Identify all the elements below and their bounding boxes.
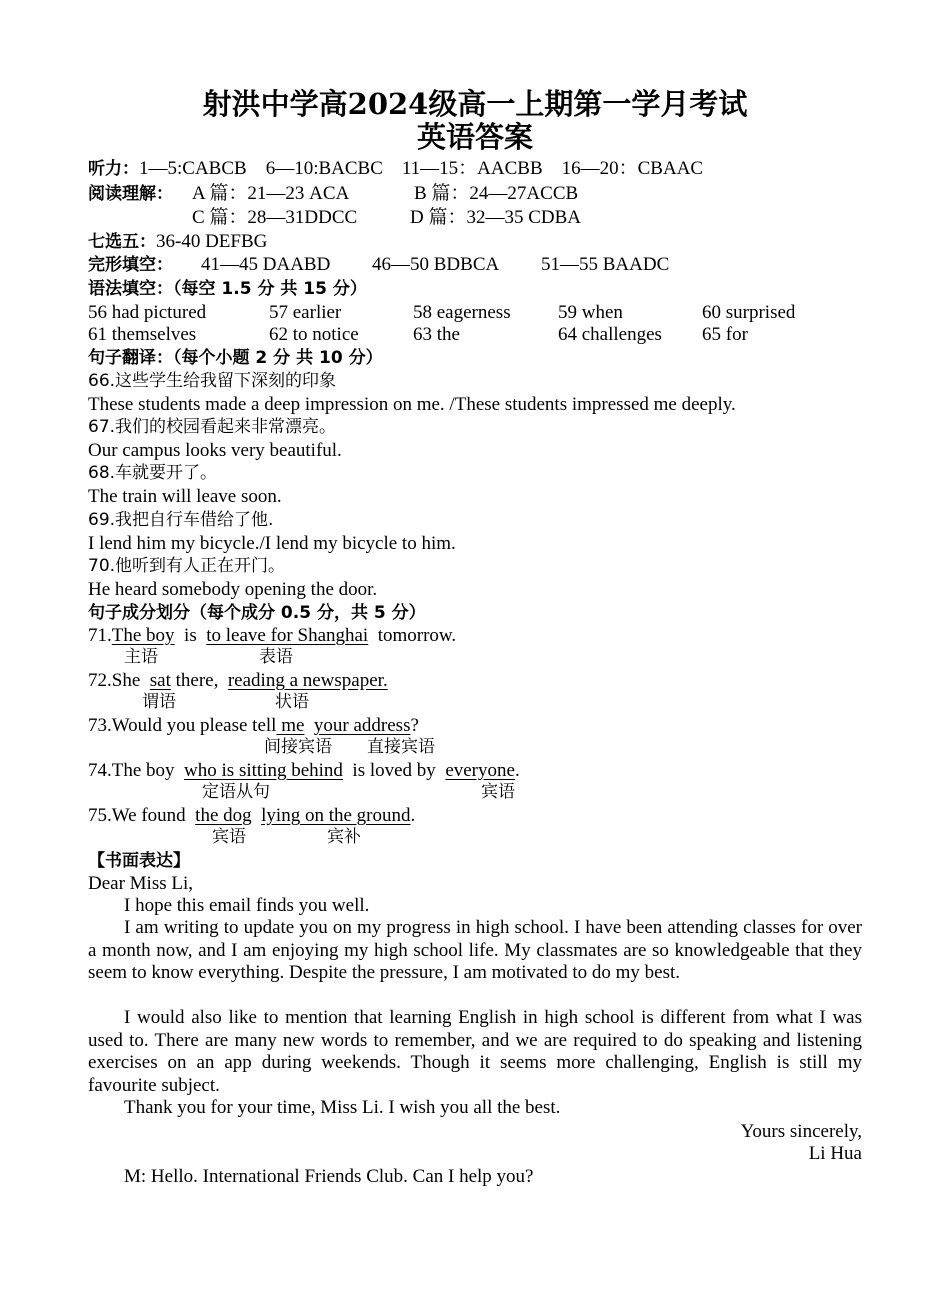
translation-section [88,346,383,370]
translation-chinese: 66.这些学生给我留下深刻的印象 [88,371,337,391]
verb-part: is [184,625,197,646]
grammar-answer: 60 surprised [702,302,796,323]
reading-c: C 篇：28—31DDCC [192,207,358,228]
reading-d: D 篇：32—35 CDBA [410,207,582,228]
grammar-answer: 59 when [558,302,623,323]
grammar-answer: 58 eagerness [413,302,511,323]
direct-object-part: your address [313,715,411,736]
cloze-label: 完形填空： [88,255,173,275]
grammar-answer: 64 challenges [558,324,662,345]
component-label: 谓语 [142,692,176,712]
grammar-answer: 56 had pictured [88,302,207,323]
sentence-73 [88,714,419,737]
listening-script-start: M: Hello. International Friends Club. Can I help you? [124,1166,534,1187]
sentence-74 [88,759,520,782]
translation-english: He heard somebody opening the door. [88,579,378,600]
cloze-section [88,253,173,277]
sentence-71 [88,624,456,647]
translation-english: I lend him my bicycle./I lend my bicycle to him. [88,533,456,554]
listening-answers: 1—5:CABCB 6—10:BACBC 11—15：AACBB 16—20：CBAAC [139,158,704,179]
predicate-part: sat [149,670,171,691]
letter-signature: Li Hua [808,1143,862,1164]
sentence-72 [88,669,388,692]
component-label: 表语 [259,647,293,667]
translation-chinese: 68.车就要开了。 [88,463,218,483]
component-label: 宾语 [481,782,515,802]
sentence-middle: there, [175,670,219,691]
sentence-end: ? [410,715,419,736]
subject-part: The boy [111,625,175,646]
letter-paragraph: I would also like to mention that learning English in high school is different from what I was used to. There are many new words to remember, and we are required to do speaking and listening exercises on an app during weekends. Though it seems more challenging, English is still my favourite subject. [88,1007,862,1096]
reading-b: B 篇：24—27ACCB [414,183,579,204]
listening-label: 听力： [88,159,139,179]
letter-paragraph: I hope this email finds you well. [124,895,370,916]
attributive-clause-part: who is sitting behind [184,760,343,781]
analysis-label: 句子成分划分（每个成分 0.5 分，共 5 分） [88,603,426,623]
translation-english: These students made a deep impression on me. /These students impressed me deeply. [88,394,736,415]
component-label: 间接宾语 [264,737,332,757]
object-complement-part: lying on the ground [261,805,411,826]
sentence-start: 75.We found [88,805,186,826]
component-label: 宾补 [327,827,361,847]
sentence-middle: is loved by [352,760,436,781]
translation-chinese: 67.我们的校园看起来非常漂亮。 [88,417,337,437]
reading-label: 阅读理解： [88,184,173,204]
cloze-group-1: 41—45 DAABD [201,254,331,275]
page-subtitle: 英语答案 [416,120,533,154]
seven-answers: 36-40 DEFBG [156,231,268,252]
letter-paragraph: I am writing to update you on my progress in high school. I have been attending classes for over a month now, and I am enjoying my high school life. My classmates are so knowledgeable that they seem to know everything. Despite the pressure, I am motivated to do my best. [88,917,862,984]
grammar-answer: 61 themselves [88,324,197,345]
writing-section [88,849,190,873]
translation-english: The train will leave soon. [88,486,282,507]
sentence-start: 74.The boy [88,760,175,781]
cloze-group-2: 46—50 BDBCA [372,254,500,275]
grammar-label: 语法填空：（每空 1.5 分 共 15 分） [88,279,367,299]
writing-label: 【书面表达】 [88,851,190,871]
seven-choose-five-section [88,230,267,254]
object-part: everyone [445,760,515,781]
component-label: 宾语 [212,827,246,847]
sentence-rest: tomorrow. [377,625,457,646]
cloze-group-3: 51—55 BAADC [541,254,670,275]
indirect-object-text: me [281,715,305,736]
grammar-answer: 63 the [413,324,460,345]
translation-chinese: 69.我把自行车借给了他. [88,510,274,530]
adverbial-part: reading a newspaper. [227,670,388,691]
seven-label: 七选五： [88,232,156,252]
predicative-part: to leave for Shanghai [206,625,369,646]
grammar-answer: 57 earlier [269,302,342,323]
sentence-start: 72.She [88,670,141,691]
reading-a: A 篇：21—23 ACA [192,183,350,204]
sentence-end: . [514,760,520,781]
letter-greeting: Dear Miss Li, [88,873,194,894]
sentence-number: 71. [88,625,112,646]
object-part: the dog [195,805,252,826]
sentence-75 [88,804,415,827]
grammar-section [88,277,367,301]
reading-section-row1 [88,182,173,206]
analysis-section [88,601,426,625]
grammar-answer: 62 to notice [269,324,359,345]
listening-section [88,157,703,181]
indirect-object-part [276,715,304,736]
component-label: 状语 [275,692,309,712]
sentence-end: . [410,805,416,826]
component-label: 定语从句 [202,782,270,802]
translation-chinese: 70.他听到有人正在开门。 [88,556,286,576]
component-label: 直接宾语 [367,737,435,757]
translation-english: Our campus looks very beautiful. [88,440,342,461]
page-title: 射洪中学高2024级高一上期第一学月考试 [202,87,748,121]
letter-paragraph: Thank you for your time, Miss Li. I wish you all the best. [124,1097,561,1118]
component-label: 主语 [124,647,158,667]
translation-label: 句子翻译：（每个小题 2 分 共 10 分） [88,348,383,368]
sentence-start: 73.Would you please tell [88,715,277,736]
letter-closing: Yours sincerely, [740,1121,862,1142]
grammar-answer: 65 for [702,324,748,345]
